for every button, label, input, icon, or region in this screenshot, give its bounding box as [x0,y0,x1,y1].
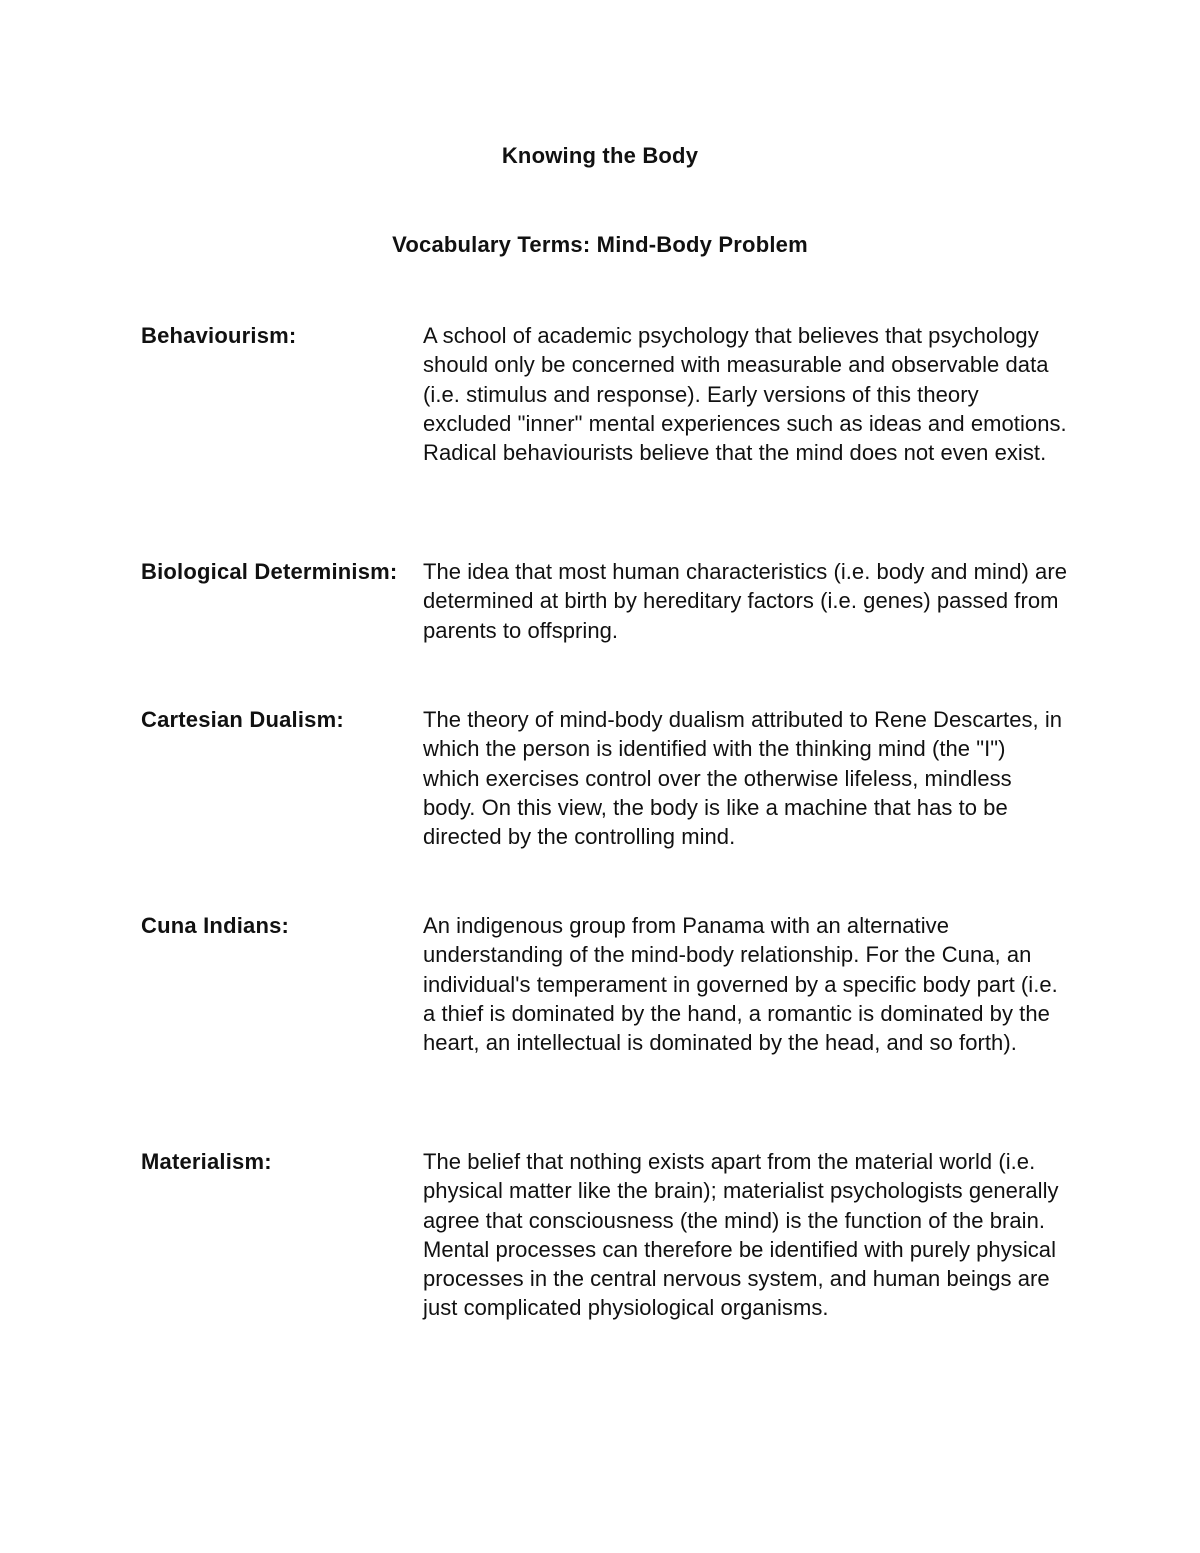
term-definition: The theory of mind-body dualism attributed to Rene Descartes, in which the person is identified with the thinking mind (the "I") which exercises control over the otherwise lifeless, mindless body. On this view, the body is like a machine that has to be directed by the controlling mind. [423,707,1063,850]
term-definition: The idea that most human characteristics (i.e. body and mind) are determined at birth by hereditary factors (i.e. genes) passed from parents to offspring. [423,559,1067,643]
term-definition: A school of academic psychology that believes that psychology should only be concerned with measurable and observable data (i.e. stimulus and response). Early versions of this theory excluded "inner" mental experiences such as ideas and emotions. Radical behaviourists believe that the mind does not even exist. [423,323,1067,466]
term-label: Cuna Indians: [141,913,290,938]
document-subtitle: Vocabulary Terms: Mind-Body Problem [392,232,808,257]
document-title: Knowing the Body [501,143,699,168]
term-label: Materialism: [141,1149,272,1174]
term-definition: An indigenous group from Panama with an alternative understanding of the mind-body relationship. For the Cuna, an individual's temperament in governed by a specific body part (i.e. a thief is dominated by the hand, a romantic is dominated by the heart, an intellectual is dominated by the head, and so forth). [423,913,1058,1056]
term-label: Biological Determinism: [141,559,398,584]
term-definition: The belief that nothing exists apart from the material world (i.e. physical matter like the brain); materialist psychologists generally agree that consciousness (the mind) is the function of the brain. Mental processes can therefore be identified with purely physical processes in the central nervous system, and human beings are just complicated physiological organisms. [423,1149,1059,1321]
term-label: Behaviourism: [141,323,297,348]
term-label: Cartesian Dualism: [141,707,344,732]
